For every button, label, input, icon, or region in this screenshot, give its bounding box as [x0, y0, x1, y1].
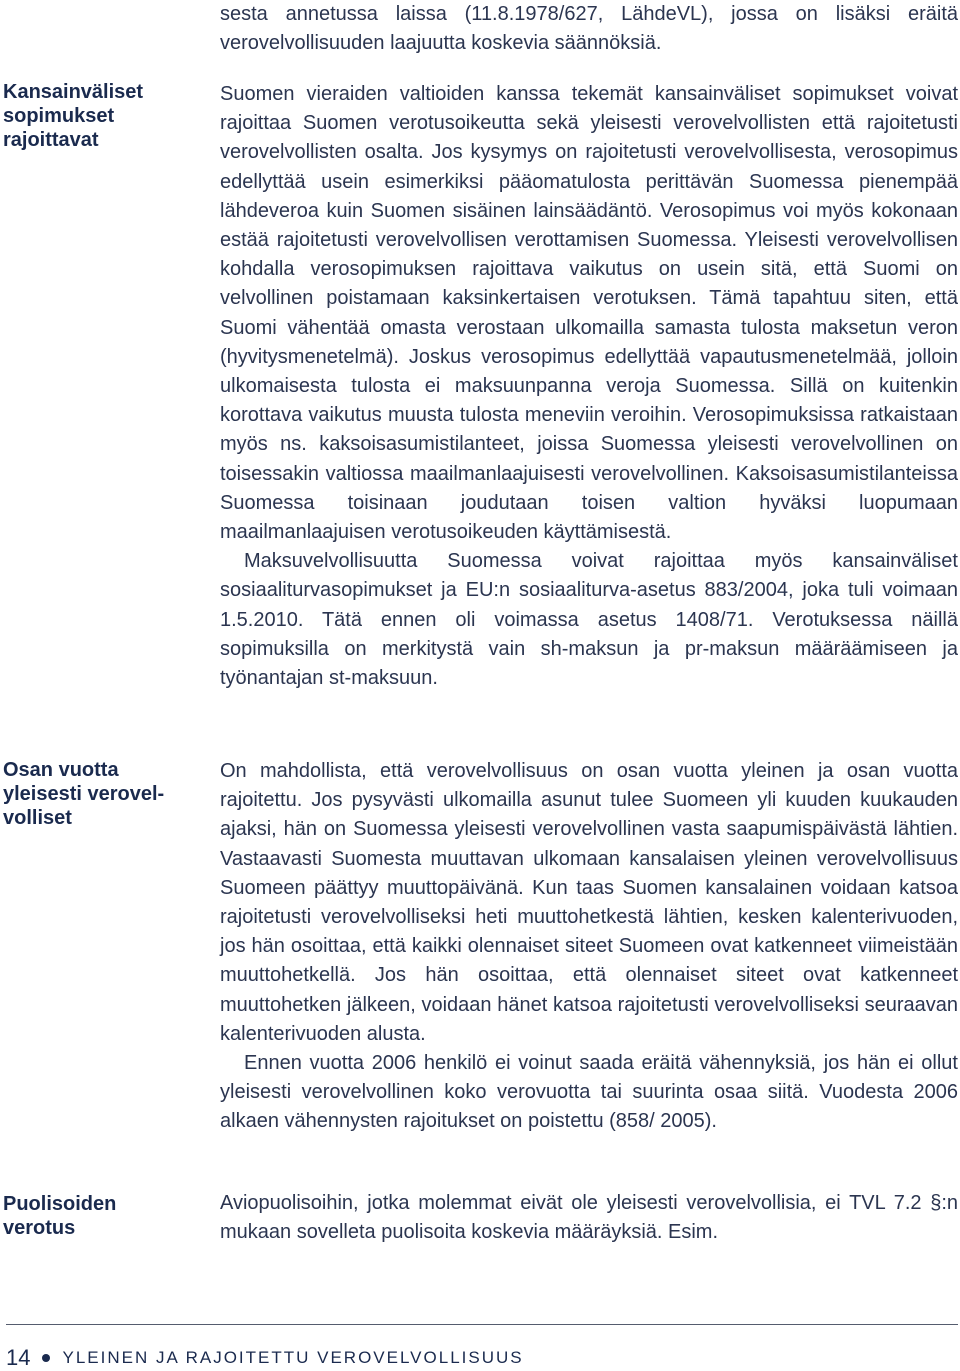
body-paragraph: Ennen vuotta 2006 henkilö ei voinut saada eräitä vähennyksiä, jos hän ei ollut yleisesti verovelvollinen koko verovuotta tai suurinta osaa siitä. Vuodesta 2006 alkaen vähennysten rajoitukset on poistettu (858/ 2005).: [220, 1052, 958, 1133]
heading-line: volliset: [3, 807, 72, 829]
intro-paragraph: sesta annetussa laissa (11.8.1978/627, LähdeVL), jossa on lisäksi eräitä verovelvollisuuden laajuutta koskevia säännöksiä.: [220, 3, 958, 55]
running-title: YLEINEN JA RAJOITETTU VEROVELVOLLISUUS: [62, 1348, 524, 1367]
heading-line: sopimukset: [3, 105, 115, 127]
heading-line: rajoittavat: [3, 129, 99, 151]
body-paragraph: Aviopuolisoihin, jotka molemmat eivät ole yleisesti verovelvollisia, ei TVL 7.2 §:n mukaan sovelleta puolisoita koskevia määräyksiä. Esim.: [220, 1192, 958, 1244]
section-body-international-agreements: [220, 80, 958, 693]
section-body-spouses: [220, 1189, 958, 1247]
heading-line: Osan vuotta: [3, 759, 119, 781]
section-heading-international-agreements: [3, 80, 198, 152]
section-body-part-year: [220, 757, 958, 1137]
body-paragraph: On mahdollista, että verovelvollisuus on osan vuotta yleinen ja osan vuotta rajoitettu. Jos pysyvästi ulkomailla asunut tulee Suomeen yli kuuden kuukauden ajaksi, hän on Suomessa yleisesti verovelvollinen vasta saapumispäivästä lähtien. Vastaavasti Suomesta muuttavan ulkomaan kansalaisen yleinen verovelvollisuus Suomeen päättyy muuttopäivänä. Kun taas Suomen kansalainen voidaan katsoa rajoitetusti verovelvolliseksi heti muuttohetkestä lähtien, kesken kalenterivuoden, jos hän osoittaa, että kaikki olennaiset siteet Suomeen ovat katkenneet viimeistään muuttohetkellä. Jos hän osoittaa, että olennaiset siteet ovat katkenneet muuttohetken jälkeen, voidaan hänet katsoa rajoitetusti verovelvolliseksi seuraavan kalenterivuoden alusta.: [220, 760, 958, 1045]
heading-line: yleisesti verovel-: [3, 783, 165, 805]
heading-line: verotus: [3, 1217, 76, 1239]
section-heading-spouses: [3, 1192, 198, 1240]
heading-line: Kansainväliset: [3, 81, 144, 103]
footer-divider: [6, 1324, 958, 1325]
page-footer: [6, 1346, 524, 1370]
section-heading-part-year: [3, 758, 198, 830]
intro-block: [220, 0, 958, 58]
heading-line: Puolisoiden: [3, 1193, 117, 1215]
page-number: 14: [6, 1345, 31, 1370]
body-paragraph: Suomen vieraiden valtioiden kanssa tekemät kansainväliset sopimukset voivat rajoittaa Suomen verotusoikeutta sekä yleisesti verovelvollisten että rajoitetusti verovelvollisten osalta. Jos kysymys on rajoitetusti verovelvollisesta, verosopimus edellyttää usein esimerkiksi pääomatulosta perittävän Suomessa pienempää lähdeveroa kuin Suomen sisäinen lainsäädäntö. Verosopimus voi myös kokonaan estää rajoitetusti verovelvollisen verottamisen Suomessa. Yleisesti verovelvollisen kohdalla verosopimuksen rajoittava vaikutus on usein sitä, että Suomi on velvollinen poistamaan kaksinkertaisen verotuksen. Tämä tapahtuu siten, että Suomi vähentää omasta verostaan ulkomailla samasta tulosta maksetun veron (hyvitysmenetelmä). Joskus verosopimus edellyttää vapautusmenetelmää, jolloin ulkomaisesta tulosta ei maksuunpanna veroja Suomessa. Sillä on kuitenkin korottava vaikutus muusta tulosta meneviin veroihin. Verosopimuksissa ratkaistaan myös ns. kaksoisasumistilanteet, joissa Suomessa yleisesti verovelvollinen on toisessakin valtiossa maailmanlaajuisesti verovelvollinen. Kaksoisasumistilanteissa Suomessa toisinaan joudutaan toisen valtion hyväksi luopumaan maailmanlaajuisen verotusoikeuden käyttämisestä.: [220, 83, 958, 544]
bullet-icon: [42, 1354, 50, 1362]
body-paragraph: Maksuvelvollisuutta Suomessa voivat rajoittaa myös kansainväliset sosiaaliturvasopimukset ja EU:n sosiaaliturva-asetus 883/2004, joka tuli voimaan 1.5.2010. Tätä ennen oli voimassa asetus 1408/71. Verotuksessa näillä sopimuksilla on merkitystä vain sh-maksun ja pr-maksun määräämiseen ja työnantajan st-maksuun.: [220, 550, 958, 690]
